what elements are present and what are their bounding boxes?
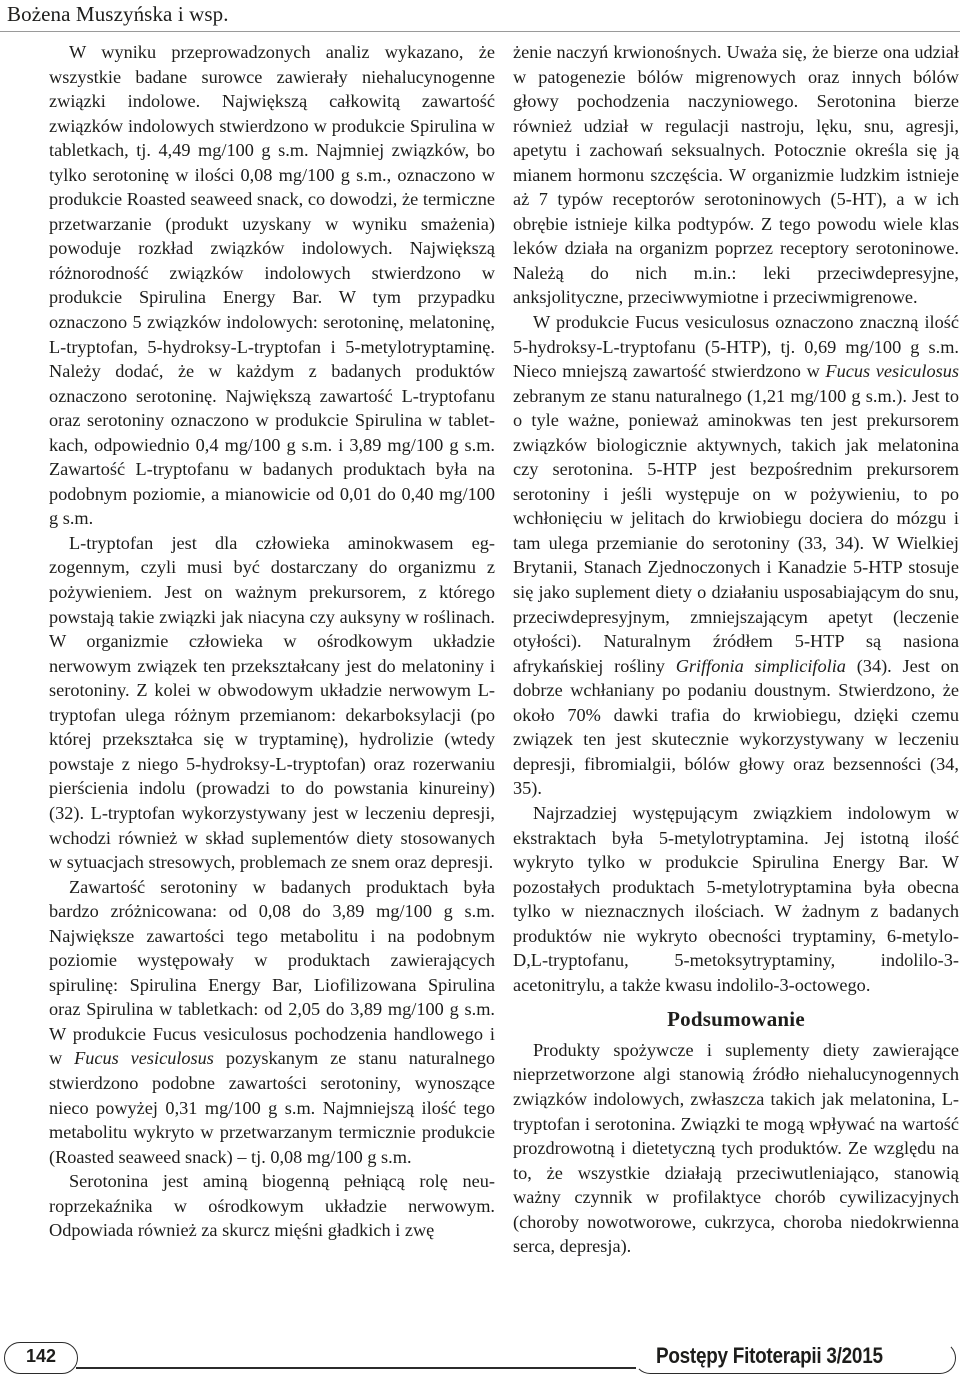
footer-rule: [76, 1367, 636, 1369]
species-name: Griffonia simplicifolia: [675, 655, 846, 676]
paragraph-5-htp: [513, 310, 959, 801]
paragraph-5-methyltryptamine: Najrzadziej występującym związkiem indolowym w ekstraktach była 5-metylotryptamina. Jej istotną ilość wykryto tylko w produkcie Spirulina Energy Bar. W pozostałych produktach 5-metylotryptamina była obecna tylko w nieznacznych ilościach. W żadnym z badanych produktów nie wykryto obecności tryptaminy, 6-metylo-D,L-tryptofanu, 5-metoksytryptaminy, indolilo-3-acetonitrylu, a także kwasu indolilo-3-octowego.: [513, 802, 959, 995]
text-run: (34). Jest on dobrze wchłaniany po podaniu doustnym. Stwierdzono, że około 70% dawki trafia do krwiobiegu, dzięki czemu związek ten jest skutecznie wykorzystywany w leczeniu depresji, fibromialgii, bólów głowy oraz bezsenności (34, 35).: [513, 655, 959, 799]
paragraph-summary: Produkty spożywcze i suplementy diety zawierające nieprzetworzone algi stanowią źródło niehalucynogennych związków indolowych, zwłaszcza takich jak melatonina, L-tryptofan i serotonina. Związki te mogą wpływać na wartość prozdrowotną i dietetyczną tych produktów. Ze względu na to, że wszystkie działają przeciwutleniająco, stanowią ważny czynnik w profilaktyce chorób cywilizacyjnych (choroby nowotworowe, cukrzyca, choroba niedokrwienna serca, depresja).: [513, 1039, 959, 1257]
paragraph-serotonin-role: Serotonina jest aminą biogenną pełniącą rolę neuroprzekaźnika w ośrodkowym układzie nerwowym. Odpowiada również za skurcz mięśni gładkich i zwę: [49, 1171, 495, 1241]
left-column: [49, 40, 495, 1243]
journal-title: Postępy Fitoterapii 3/2015: [656, 1343, 883, 1368]
species-name: Fucus vesiculosus: [74, 1048, 214, 1069]
text-run: W produkcie Fucus vesiculosus oznaczono znaczną ilość 5-hydroksy-L-tryptofanu (5-HTP), tj. 0,69 mg/100 g s.m. Nieco mniejszą zawartość stwierdzono w: [513, 312, 959, 382]
species-name: Fucus vesiculosus: [825, 361, 959, 382]
text-run: zebranym ze stanu naturalnego (1,21 mg/100 g s.m.). Jest to o tyle ważne, ponieważ aminokwas ten jest prekursorem związków biologicznie aktywnych, takich jak melatonina czy serotonina. 5-HTP jest bezpośrednim prekursorem serotoniny i jeśli występuje on w pożywieniu, to po wchłonięciu w jelitach do krwiobiegu dociera do mózgu i tam ulega przemianie do serotoniny (33, 34). W Wielkiej Brytanii, Stanach Zjednoczonych i Kanadzie 5-HTP stosuje się jako suplement diety o działaniu usposabiającym do snu, przeciwdepresyjnym, zmniejszającym apetyt (leczenie otyłości). Naturalnym źródłem 5-HTP są nasiona afrykańskiej rośliny: [513, 385, 959, 676]
paragraph-l-tryptophan: L-tryptofan jest dla człowieka aminokwasem egzogennym, czyli musi być dostarczany do organizmu z pożywieniem. Jest on ważnym prekursorem, z którego powstają takie związki jak niacyna czy auksyny w roślinach. W organizmie człowieka w ośrodkowym układzie nerwowym związek ten przekształcany jest do melatoniny i serotoniny. Z kolei w obwodowym układzie nerwowym L-tryptofan ulega różnym przemianom: dekarboksylacji (po której przekształca się w tryptaminę), hydrolizie (wtedy powstaje z niego 5-hydroksy-L-tryptofan) oraz rozerwaniu pierścienia indolu (prowadzi to do powstania kinureiny) (32). L-tryptofan wykorzystywany jest w leczeniu depresji, wchodzi również w skład suplementów diety stosowanych w sytuacjach stresowych, problemach ze snem oraz depresji.: [49, 532, 495, 873]
running-header: Bożena Muszyńska i wsp.: [7, 2, 229, 26]
paragraph-results: W wyniku przeprowadzonych analiz wykazano, że wszystkie badane surowce zawierały niehalucynogenne związki indolowe. Największą całkowitą zawartość związków indolowych stwierdzono w produkcie Spirulina w tabletkach, tj. 4,49 mg/100 g s.m. Najmniej związków, bo tylko serotoninę w ilości 0,08 mg/100 g s.m., oznaczono w produkcie Roasted seaweed snack, co dowodzi, że termiczne przetwarzanie (produkt uzyskany w wyniku smażenia) powoduje rozkład związków indolowych. Największą różnorodność związków indolowych stwierdzono w produkcie Spirulina Energy Bar. W tym przypadku oznaczono 5 związków indolowych: serotoninę, melatoninę, L-tryptofan, 5-hydroksy-L-tryptofan i 5-metylotryptaminę. Należy dodać, że w każdym z badanych produktów oznaczono serotoninę. Największą zawartość L-tryptofanu oraz serotoniny oznaczono w produkcie Spirulina w tabletkach, odpowiednio 0,4 mg/100 g s.m. i 3,89 mg/100 g s.m. Zawartość L-tryptofanu w badanych produktach była na podobnym poziomie, a mianowicie od 0,01 do 0,40 mg/100 g s.m.: [49, 42, 495, 529]
right-column: [513, 40, 959, 1259]
text-run: Zawartość serotoniny w badanych produktach była bardzo zróżnicowana: od 0,08 do 3,89 mg/100 g s.m. Największe zawartości tego metabolitu i na podobnym poziomie występowały w produktach zawierających spirulinę: Spirulina Energy Bar, Liofilizowana Spirulina oraz Spirulina w tabletkach: od 2,05 do 3,89 mg/100 g s.m. W produkcie Fucus vesiculosus pochodzenia handlowego i w: [49, 876, 495, 1069]
page-number: 142: [26, 1346, 57, 1366]
paragraph-serotonin-content: [49, 875, 495, 1170]
text-run: pozyskanym ze stanu naturalnego stwierdzono podobne zawartości serotoniny, wynoszące nieco powyżej 0,31 mg/100 g s.m. Najmniejszą ilość tego metabolitu wykryto w przetwarzanym termicznie produkcie (Roasted seaweed snack) – tj. 0,08 mg/100 g s.m.: [49, 1048, 496, 1167]
paragraph-serotonin-continued: żenie naczyń krwionośnych. Uważa się, że bierze ona udział w patogenezie bólów migrenowych oraz innych bólów głowy pochodzenia naczyniowego. Serotonina bierze również udział w regulacji nastroju, lęku, snu, agresji, apetytu i zachowań seksualnych. Potocznie określa się ją mianem hormonu szczęścia. W organizmie ludzkim istnieje aż 7 typów receptorów serotoninowych (5-HT), a w ich obrębie istnieje kilka podtypów. Z tego powodu wiele klas leków działa na organizm poprzez receptory serotoninowe. Należą do nich m.in.: leki przeciwdepresyjne, anksjolityczne, przeciwwymiotne i przeciwmigrenowe.: [513, 42, 959, 308]
header-divider: [0, 31, 960, 32]
page-footer: [0, 1330, 960, 1382]
section-heading-summary: Podsumowanie: [667, 1007, 805, 1032]
